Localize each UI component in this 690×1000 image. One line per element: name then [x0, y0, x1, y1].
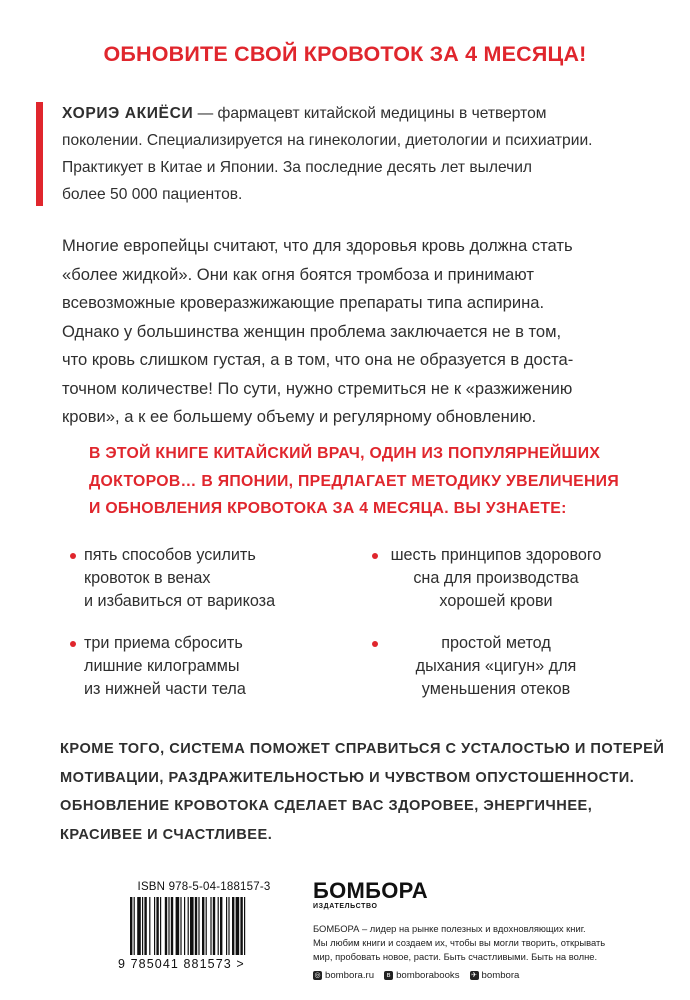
- barcode-bar: [160, 897, 161, 955]
- intro-line: Многие европейцы считают, что для здоровья кровь должна стать: [62, 236, 573, 255]
- intro-paragraph: [62, 232, 662, 432]
- barcode-bar: [226, 897, 227, 955]
- pitch-line: И ОБНОВЛЕНИЯ КРОВОТОКА ЗА 4 МЕСЯЦА. ВЫ УЗНАЕТЕ:: [89, 500, 567, 517]
- author-bio-line: более 50 000 пациентов.: [62, 186, 243, 203]
- social-label: bomborabooks: [396, 970, 460, 981]
- benefit-item: [372, 544, 606, 613]
- barcode-bars: [120, 897, 288, 957]
- benefit-line: из нижней части тела: [84, 680, 246, 698]
- barcode-bar: [190, 897, 194, 955]
- benefit-item: [372, 632, 606, 701]
- barcode-bar: [184, 897, 185, 955]
- author-bio: [62, 100, 656, 208]
- social-links: [313, 970, 643, 981]
- barcode-bar: [154, 897, 155, 955]
- barcode: [118, 875, 290, 975]
- accent-bar: [36, 102, 43, 206]
- benefit-line: дыхания «цигун» для: [415, 657, 577, 675]
- bullet-dot-icon: [372, 553, 378, 559]
- barcode-bar: [137, 897, 141, 955]
- barcode-bar: [165, 897, 167, 955]
- book-pitch: [89, 440, 649, 523]
- barcode-bar: [202, 897, 204, 955]
- barcode-bar: [142, 897, 143, 955]
- messenger-icon: ✈: [471, 972, 477, 979]
- benefit-line: три приема сбросить: [84, 634, 243, 652]
- intro-line: всевозможные кроверазжижающие препараты типа аспирина.: [62, 293, 545, 312]
- barcode-bar: [206, 897, 207, 955]
- closing-paragraph: [60, 735, 665, 849]
- social-label: bombora.ru: [325, 970, 375, 981]
- barcode-bar: [134, 897, 135, 955]
- publisher-description: [313, 922, 643, 964]
- benefit-line: пять способов усилить: [84, 546, 256, 564]
- publisher-logo-subtitle: ИЗДАТЕЛЬСТВО: [313, 903, 378, 910]
- closing-line: КРОМЕ ТОГО, СИСТЕМА ПОМОЖЕТ СПРАВИТЬСЯ С УСТАЛОСТЬЮ И ПОТЕРЕЙ: [60, 741, 665, 757]
- barcode-bar: [144, 897, 146, 955]
- benefit-line: хорошей крови: [439, 592, 553, 610]
- barcode-bar: [218, 897, 219, 955]
- intro-line: крови», а к ее большему объему и регулярному обновлению.: [62, 407, 537, 426]
- headline: ОБНОВИТЕ СВОЙ КРОВОТОК ЗА 4 МЕСЯЦА!: [103, 42, 587, 66]
- social-messenger[interactable]: [470, 970, 520, 981]
- publisher-block: [313, 880, 643, 981]
- benefit-line: кровоток в венах: [84, 569, 211, 587]
- closing-line: МОТИВАЦИИ, РАЗДРАЖИТЕЛЬНОСТЬЮ И ЧУВСТВОМ ОПУСТОШЕННОСТИ.: [60, 769, 635, 786]
- publisher-logo: БОМБОРА: [313, 878, 428, 903]
- barcode-bar: [236, 897, 240, 955]
- benefit-line: лишние килограммы: [84, 657, 240, 675]
- author-bio-line: — фармацевт китайской медицины в четвертом: [193, 105, 547, 122]
- social-web[interactable]: [313, 970, 374, 981]
- barcode-bar: [244, 897, 245, 955]
- barcode-bar: [240, 897, 242, 955]
- barcode-bar: [176, 897, 180, 955]
- benefit-item: [70, 632, 246, 701]
- barcode-bar: [130, 897, 132, 955]
- barcode-bar: [180, 897, 181, 955]
- barcode-bar: [210, 897, 211, 955]
- publisher-description-line: БОМБОРА – лидер на рынке полезных и вдохновляющих книг.: [313, 923, 586, 934]
- barcode-bar: [149, 897, 150, 955]
- closing-line: КРАСИВЕЕ И СЧАСТЛИВЕЕ.: [60, 826, 273, 843]
- barcode-bar: [195, 897, 197, 955]
- author-block: [36, 100, 656, 208]
- barcode-bar: [168, 897, 169, 955]
- social-vk[interactable]: [384, 970, 459, 981]
- bullet-dot-icon: [70, 641, 76, 647]
- barcode-digits: 9 785041 881573 >: [118, 957, 245, 971]
- barcode-bar: [171, 897, 173, 955]
- intro-line: «более жидкой». Они как огня боятся тромбоза и принимают: [62, 264, 534, 284]
- web-icon: ◎: [314, 972, 321, 979]
- author-bio-line: Практикует в Китае и Японии. За последние десять лет вылечил: [62, 159, 533, 176]
- barcode-bar: [220, 897, 222, 955]
- author-name: ХОРИЭ АКИЁСИ: [62, 105, 194, 122]
- barcode-bar: [213, 897, 215, 955]
- benefit-item: [70, 544, 275, 613]
- benefit-line: простой метод: [441, 634, 551, 652]
- author-bio-line: поколении. Специализируется на гинекологии, диетологии и психиатрии.: [62, 132, 593, 149]
- bullet-dot-icon: [70, 553, 76, 559]
- benefit-line: и избавиться от варикоза: [84, 592, 276, 610]
- barcode-bar: [228, 897, 229, 955]
- vk-icon: в: [384, 971, 393, 980]
- intro-line: Однако у большинства женщин проблема заключается не в том,: [62, 321, 562, 341]
- intro-line: что кровь слишком густая, а в том, что она не образуется в доста-: [62, 350, 574, 369]
- barcode-bar: [188, 897, 189, 955]
- publisher-description-line: Мы любим книги и создаем их, чтобы вы могли творить, открывать: [313, 937, 606, 948]
- pitch-line: В ЭТОЙ КНИГЕ КИТАЙСКИЙ ВРАЧ, ОДИН ИЗ ПОПУЛЯРНЕЙШИХ: [89, 445, 601, 462]
- social-label: bombora: [481, 970, 520, 981]
- intro-line: точном количестве! По сути, нужно стремиться не к «разжижению: [62, 378, 573, 398]
- isbn-number: ISBN 978-5-04-188157-3: [137, 881, 271, 893]
- closing-line: ОБНОВЛЕНИЕ КРОВОТОКА СДЕЛАЕТ ВАС ЗДОРОВЕЕ, ЭНЕРГИЧНЕЕ,: [60, 798, 593, 814]
- publisher-description-line: мир, пробовать новое, расти. Быть счастливыми. Быть на волне.: [313, 951, 598, 962]
- barcode-bar: [198, 897, 199, 955]
- benefit-line: уменьшения отеков: [421, 680, 571, 698]
- bullet-dot-icon: [372, 641, 378, 647]
- benefit-line: шесть принципов здорового: [390, 546, 602, 564]
- benefit-line: сна для производства: [413, 569, 579, 587]
- pitch-line: ДОКТОРОВ… В ЯПОНИИ, ПРЕДЛАГАЕТ МЕТОДИКУ УВЕЛИЧЕНИЯ: [89, 472, 619, 490]
- barcode-bar: [232, 897, 234, 955]
- barcode-bar: [156, 897, 158, 955]
